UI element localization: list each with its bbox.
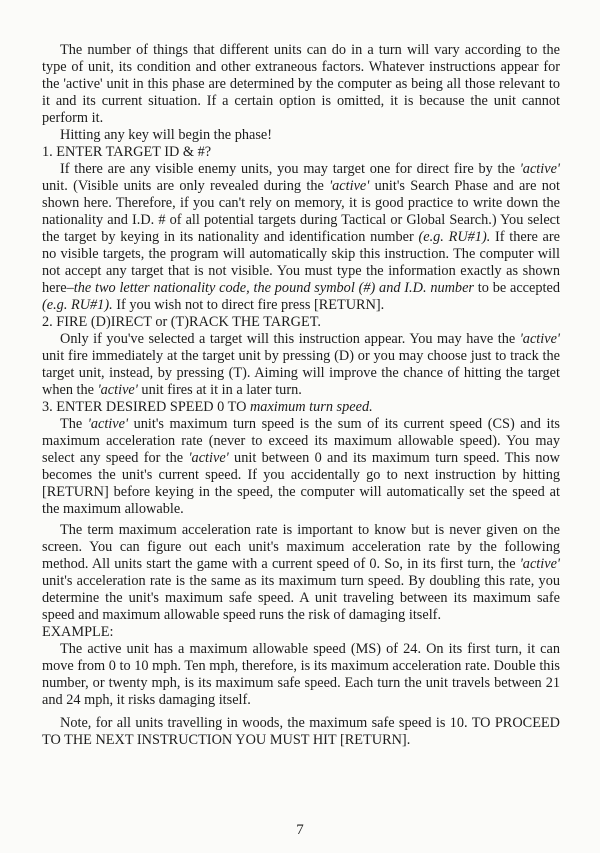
section1-paragraph: If there are any visible enemy units, you may target one for direct fire by the 'active' unit. (Visible units are only revealed during the 'active' unit's Search Phase and are not shown here. Therefore, if you can't rely on memory, it is good practice to write down the nationality and I.D. # of all potential targets during Tactical or Global Search.) You select the target by keying in its nationality and identification number (e.g. RU#1). If there are no visible targets, the program will automatically skip this instruction. The computer will not accept any target that is not visible. You must type the information exactly as shown here–the two letter nationality code, the pound symbol (#) and I.D. number to be accepted (e.g. RU#1). If you wish not to direct fire press [RETURN]. — [42, 161, 560, 313]
section3-paragraph-2: The term maximum acceleration rate is important to know but is never given on the screen. You can figure out each unit's maximum acceleration rate by the following method. All units start the game with a current speed of 0. So, in its first turn, the 'active' unit's acceleration rate is the same as its maximum turn speed. By doubling this rate, you determine the unit's maximum safe speed. A unit traveling between its maximum safe speed and maximum allowable speed runs the risk of damaging itself. — [42, 522, 560, 623]
section1-heading: 1. ENTER TARGET ID & #? — [42, 144, 212, 160]
example-paragraph-2: Note, for all units travelling in woods, the maximum safe speed is 10. TO PROCEED TO THE NEXT INSTRUCTION YOU MUST HIT [RETURN]. — [42, 715, 560, 748]
intro-hint: Hitting any key will begin the phase! — [60, 127, 273, 143]
page-number: 7 — [296, 822, 304, 838]
page-body — [42, 42, 560, 749]
intro-paragraph: The number of things that different units can do in a turn will vary according to the type of unit, its condition and other extraneous factors. Whatever instructions appear for the 'active' unit in this phase are determined by the computer as being all those relevant to it and its current situation. If a certain option is omitted, it is because the unit cannot perform it. — [42, 42, 560, 126]
example-paragraph-1: The active unit has a maximum allowable speed (MS) of 24. On its first turn, it can move from 0 to 10 mph. Ten mph, therefore, is its maximum acceleration rate. Double this number, or twenty mph, is its maximum safe speed. Each turn the unit travels between 21 and 24 mph, it risks damaging itself. — [42, 641, 560, 708]
section2-heading: 2. FIRE (D)IRECT or (T)RACK THE TARGET. — [42, 314, 321, 330]
section3-heading: 3. ENTER DESIRED SPEED 0 TO maximum turn speed. — [42, 399, 373, 415]
section3-paragraph-1: The 'active' unit's maximum turn speed is the sum of its current speed (CS) and its maximum acceleration rate (never to exceed its maximum allowable speed). You may select any speed for the 'active' unit between 0 and its maximum turn speed. This now becomes the unit's current speed. If you accidentally go to next instruction by hitting [RETURN] before keying in the speed, the computer will automatically set the speed at the maximum allowable. — [42, 416, 561, 517]
section2-paragraph: Only if you've selected a target will this instruction appear. You may have the 'active' unit fire immediately at the target unit by pressing (D) or you may choose just to track the target unit, instead, by pressing (T). Aiming will improve the chance of hitting the target when the 'active' unit fires at it in a later turn. — [42, 331, 560, 398]
example-heading: EXAMPLE: — [42, 624, 114, 640]
